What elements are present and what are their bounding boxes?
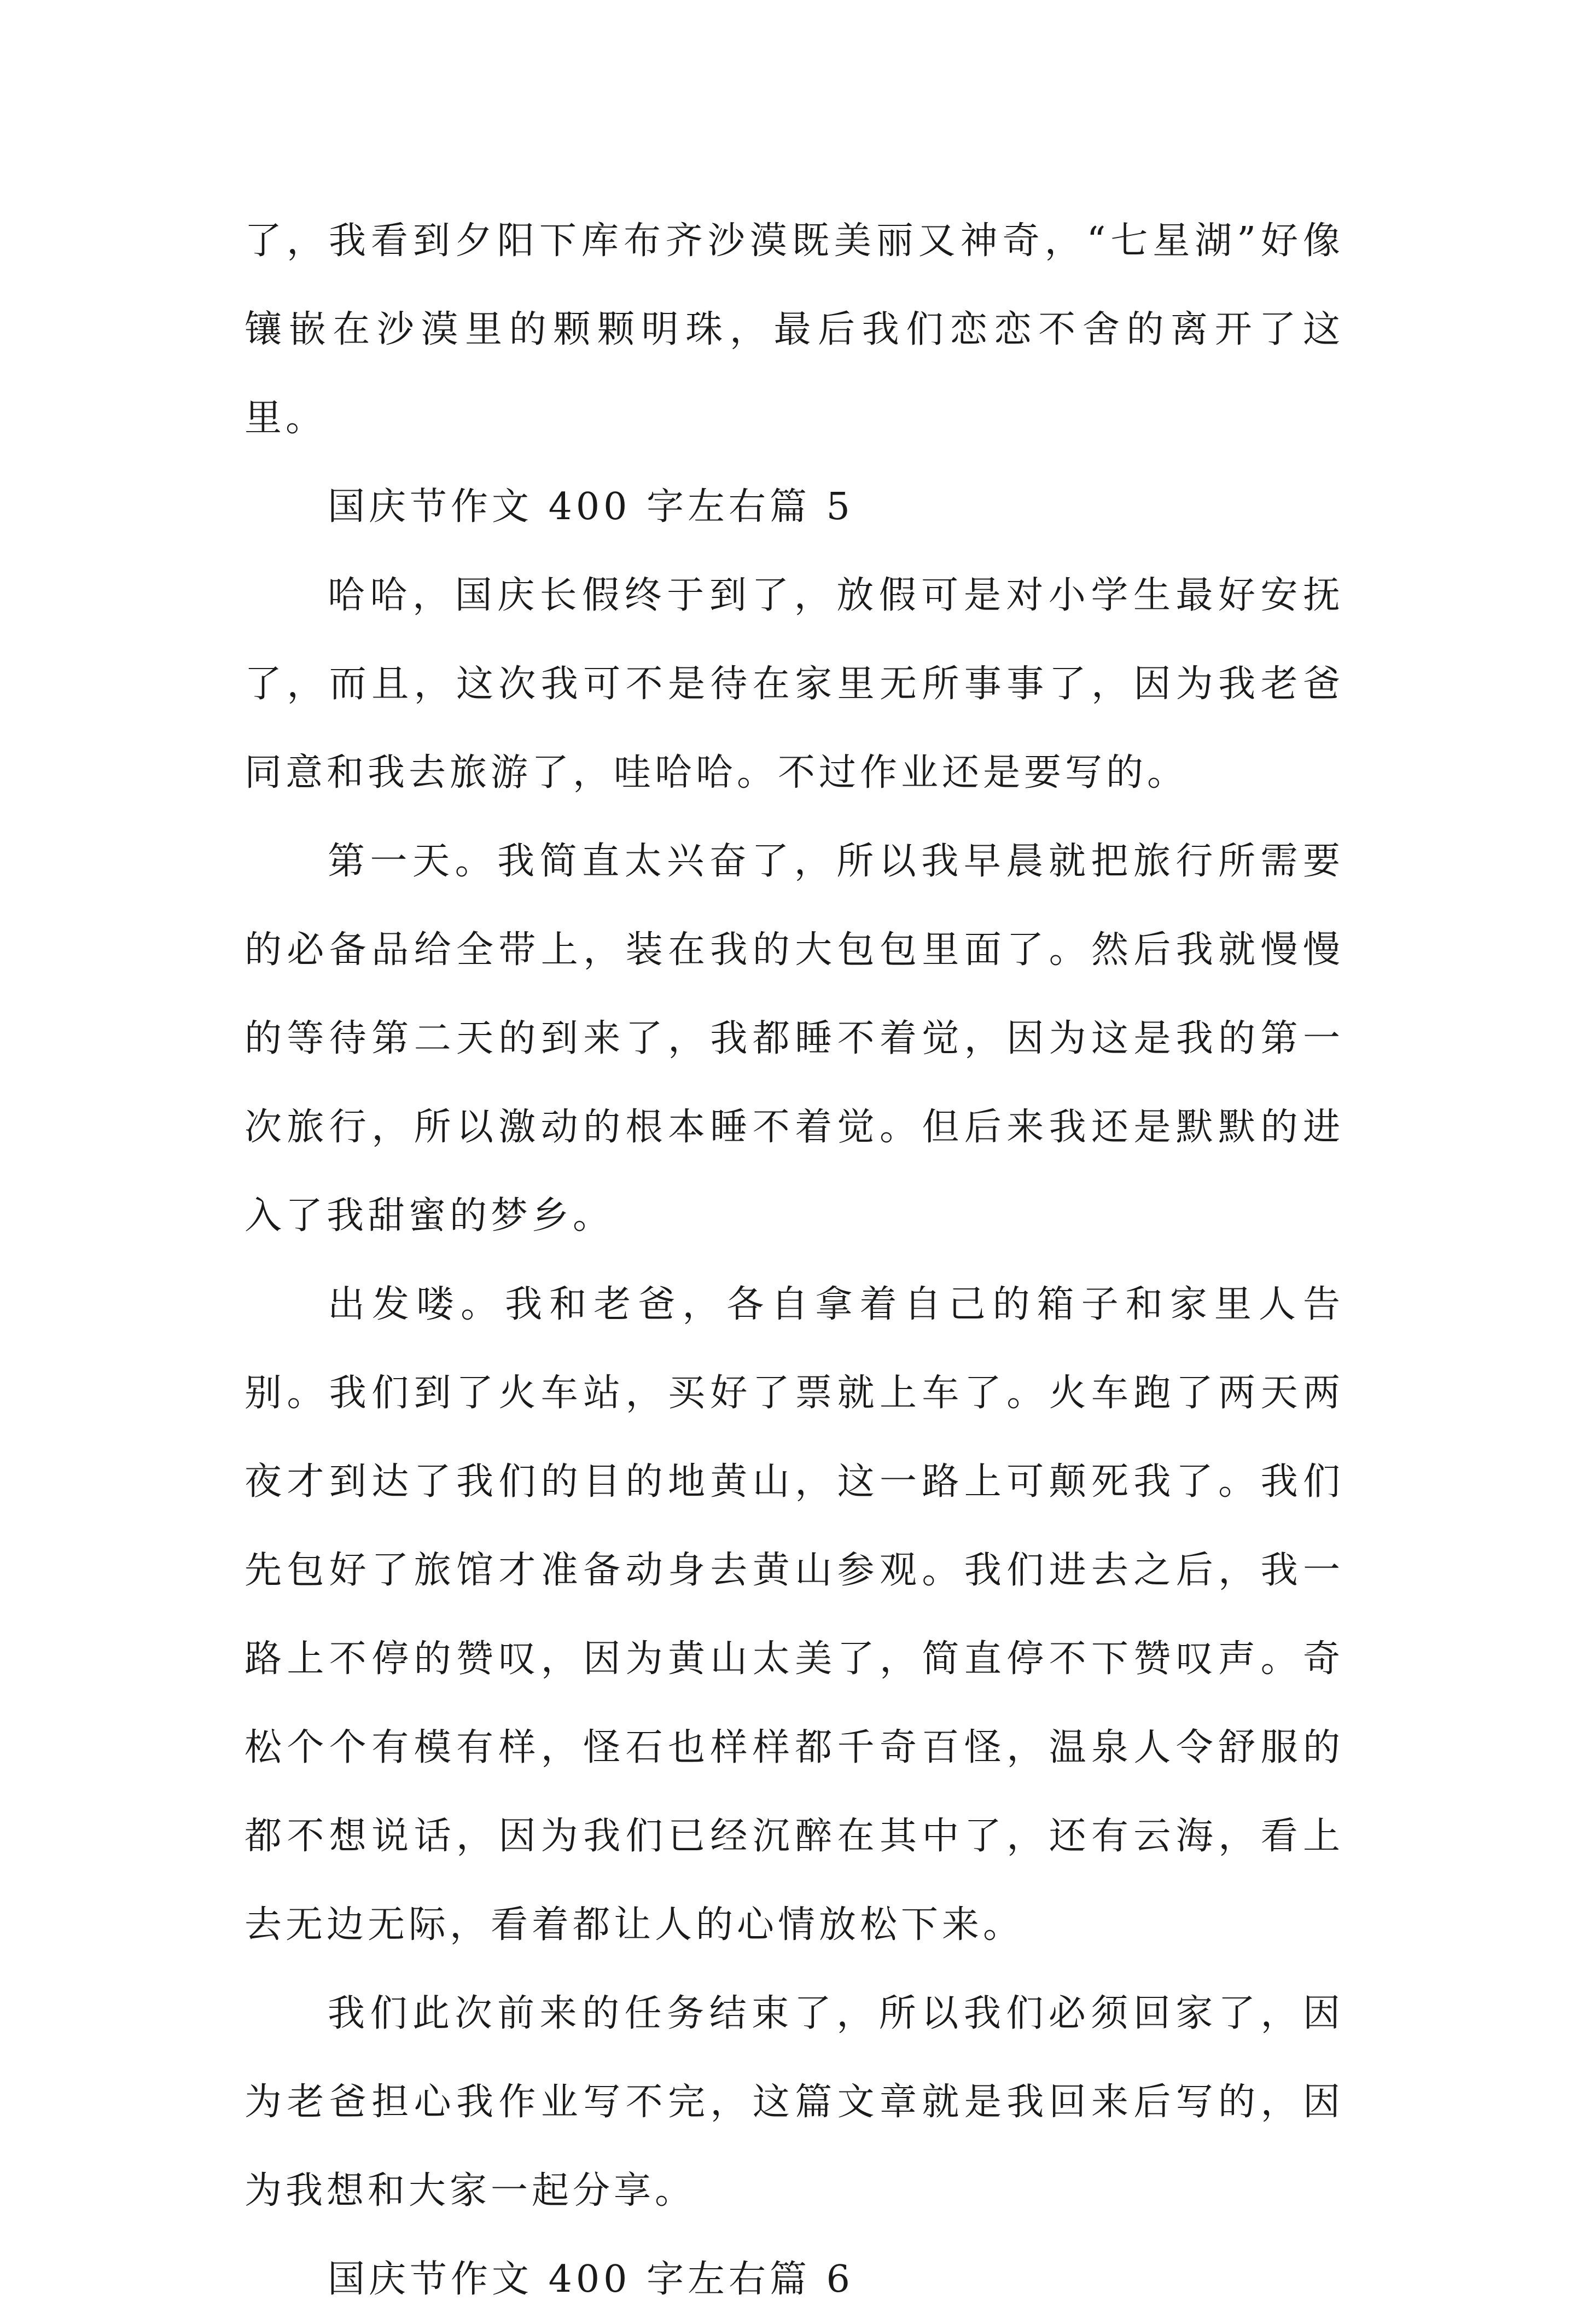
- section-heading-6: 国庆节作文 400 字左右篇 6: [328, 2258, 854, 2301]
- body-paragraph-4: 我们此次前来的任务结束了，所以我们必须回家了，因为老爸担心我作业写不完，这篇文章就是我回来后写的，因为我想和大家一起分享。: [245, 1992, 1344, 2212]
- body-paragraph-1: 哈哈，国庆长假终于到了，放假可是对小学生最好安抚了，而且，这次我可不是待在家里无所事事了，因为我老爸同意和我去旅游了，哇哈哈。不过作业还是要写的。: [245, 574, 1344, 794]
- section-heading-5: 国庆节作文 400 字左右篇 5: [328, 485, 854, 528]
- body-paragraph-2: 第一天。我简直太兴奋了，所以我早晨就把旅行所需要的必备品给全带上，装在我的大包包里面了。然后我就慢慢的等待第二天的到来了，我都睡不着觉，因为这是我的第一次旅行，所以激动的根本睡不着觉。但后来我还是默默的进入了我甜蜜的梦乡。: [245, 840, 1344, 1237]
- body-paragraph-3: 出发喽。我和老爸，各自拿着自己的箱子和家里人告别。我们到了火车站，买好了票就上车了。火车跑了两天两夜才到达了我们的目的地黄山，这一路上可颠死我了。我们先包好了旅馆才准备动身去黄山参观。我们进去之后，我一路上不停的赞叹，因为黄山太美了，简直停不下赞叹声。奇松个个有模有样，怪石也样样都千奇百怪，温泉人令舒服的都不想说话，因为我们已经沉醉在其中了，还有云海，看上去无边无际，看着都让人的心情放松下来。: [245, 1283, 1344, 1947]
- document-page: [245, 197, 1344, 2324]
- continuation-paragraph: 了，我看到夕阳下库布齐沙漠既美丽又神奇，“七星湖”好像镶嵌在沙漠里的颗颗明珠，最后我们恋恋不舍的离开了这里。: [245, 219, 1344, 440]
